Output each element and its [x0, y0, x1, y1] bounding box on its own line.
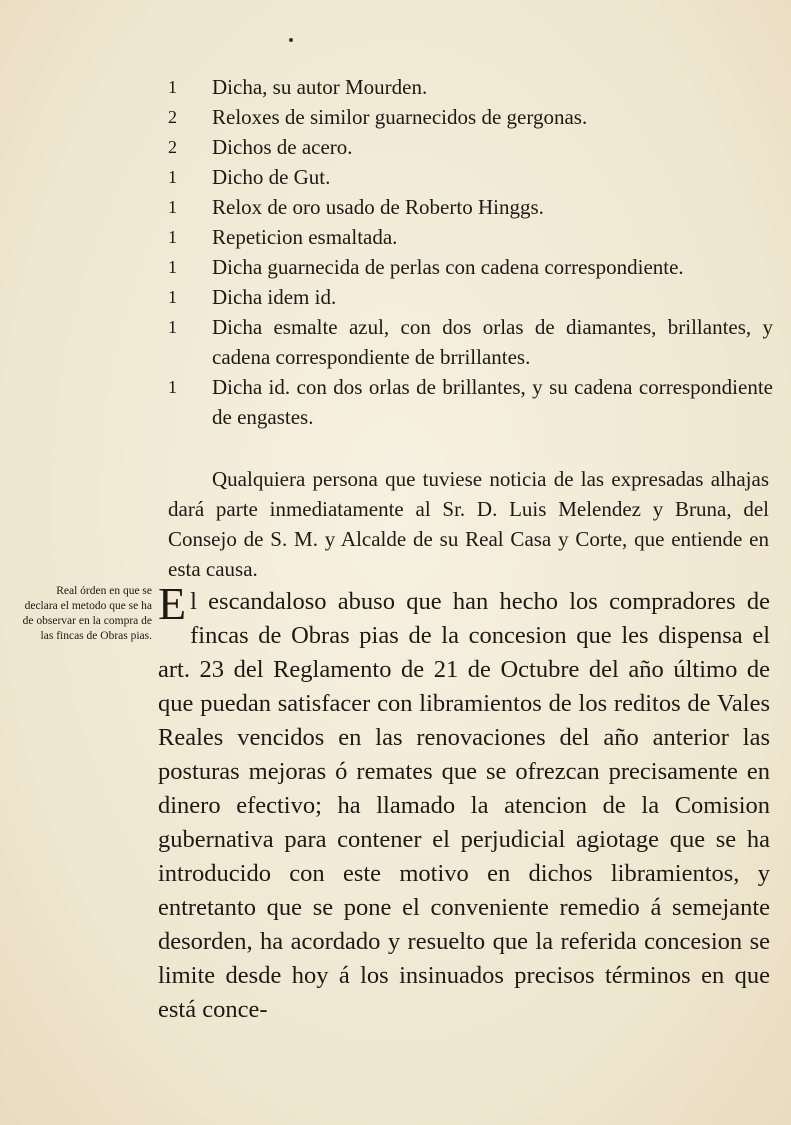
item-description: Dicha guarnecida de perlas con cadena correspondiente.: [212, 255, 684, 279]
list-item: [168, 102, 773, 132]
list-item: [168, 372, 773, 432]
list-item: [168, 132, 773, 162]
item-quantity: 1: [168, 287, 177, 307]
item-quantity: 1: [168, 227, 177, 247]
item-description: Relox de oro usado de Roberto Hinggs.: [212, 195, 544, 219]
notice-paragraph: Qualquiera persona que tuviese noticia de las expresadas alhajas dará parte inmediatamente al Sr. D. Luis Melendez y Bruna, del Consejo de S. M. y Alcalde de su Real Casa y Corte, que entiende en esta causa.: [168, 467, 769, 581]
item-quantity: 1: [168, 317, 177, 337]
item-description: Dichos de acero.: [212, 135, 353, 159]
item-description: Dicha, su autor Mourden.: [212, 75, 428, 99]
list-item: [168, 222, 773, 252]
item-quantity: 1: [168, 197, 177, 217]
item-description: Dicha esmalte azul, con dos orlas de diamantes, brillantes, y cadena correspondiente de brrillantes.: [212, 315, 773, 369]
ink-speck: [289, 38, 293, 42]
decree-text: l escandaloso abuso que han hecho los compradores de fincas de Obras pias de la concesion que les dispensa el art. 23 del Reglamento de 21 de Octubre del año último de que puedan satisfacer con libramientos de los reditos de Vales Reales vencidos en las renovaciones del año anterior las posturas mejoras ó remates que se ofrezcan precisamente en dinero efectivo; ha llamado la atencion de la Comision gubernativa para contener el perjudicial agiotage que se ha introducido con este motivo en dichos libramientos, y entretanto que se pone el conveniente remedio á semejante desorden, ha acordado y resuelto que la referida concesion se limite desde hoy á los insinuados precisos términos en que está conce-: [158, 588, 770, 1023]
decree-paragraph: [158, 578, 770, 1027]
item-description: Dicho de Gut.: [212, 165, 331, 189]
list-item: [168, 192, 773, 222]
item-quantity: 2: [168, 107, 177, 127]
item-description: Repeticion esmaltada.: [212, 225, 398, 249]
item-description: Reloxes de similor guarnecidos de gergonas.: [212, 105, 588, 129]
list-item: [168, 312, 773, 372]
item-description: Dicha id. con dos orlas de brillantes, y su cadena correspondiente de engastes.: [212, 375, 773, 429]
inventory-list: [168, 72, 773, 432]
item-quantity: 2: [168, 137, 177, 157]
item-quantity: 1: [168, 257, 177, 277]
list-item: [168, 282, 773, 312]
list-item: [168, 72, 773, 102]
item-quantity: 1: [168, 167, 177, 187]
drop-cap: E: [158, 578, 187, 629]
list-item: [168, 162, 773, 192]
item-quantity: 1: [168, 377, 177, 397]
item-quantity: 1: [168, 77, 177, 97]
margin-note: Real órden en que se declara el metodo que se ha de observar en la compra de las fincas de Obras pias.: [22, 585, 152, 642]
item-description: Dicha idem id.: [212, 285, 337, 309]
list-item: [168, 252, 773, 282]
